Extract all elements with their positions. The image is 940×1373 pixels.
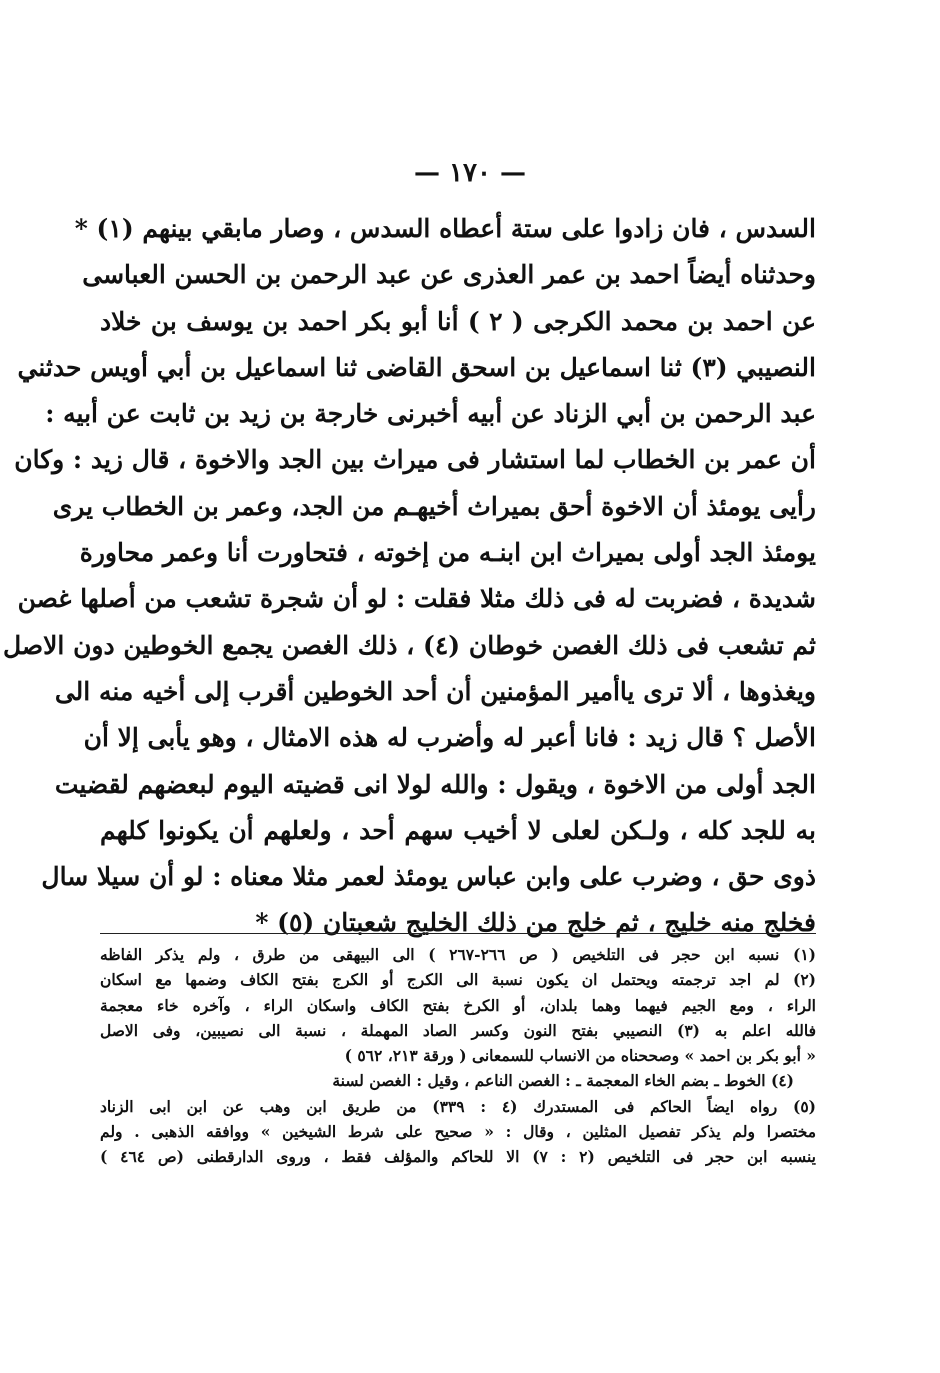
footnote-divider: [100, 933, 816, 934]
page-number: — ١٧٠ —: [413, 158, 527, 188]
main-text: [3, 206, 816, 947]
text-line: الجد أولى من الاخوة ، ويقول : والله لولا انى قضيته اليوم لبعضهم لقضيت: [54, 769, 816, 799]
footnote-line: « أبو بكر بن احمد » وصححناه من الانساب للسمعانى ( ورقة ٢١٣، ٥٦٢ ): [344, 1046, 816, 1066]
text-line: شديدة ، فضربت له فى ذلك مثلا فقلت : لو أن شجرة تشعب من أصلها غصن: [17, 584, 816, 614]
text-line: يومئذ الجد أولى بميراث ابن ابنـه من إخوته ، فتحاورت أنا وعمر محاورة: [79, 538, 816, 568]
footnote-line: (٥) رواه ايضاً الحاكم فى المستدرك (٤ : ٣٣٩) من طريق ابن وهب عن ابن ابى الزناد: [100, 1096, 817, 1116]
text-line: عن احمد بن محمد الكرجى ( ٢ ) أنا أبو بكر احمد بن يوسف بن خلاد: [100, 306, 816, 336]
footnote-line: (١) نسبه ابن حجر فى التلخيص ( ص ٢٦٦-٢٦٧ ) الى البيهقى من طرق ، ولم يذكر الفاظه: [100, 945, 816, 964]
text-line: الأصل ؟ قال زيد : فانا أعبر له وأضرب له هذه الامثال ، وهو يأبى إلا أن: [83, 723, 816, 753]
text-line: ذوى حق ، وضرب على وابن عباس يومئذ لعمر مثلا معناه : لو أن سيلا سال: [41, 862, 816, 892]
text-line: أن عمر بن الخطاب لما استشار فى ميراث بين الجد والاخوة ، قال زيد : وكان: [14, 445, 816, 475]
text-line: عبد الرحمن بن أبي الزناد عن أبيه أخبرنى خارجة بن زيد بن ثابت عن أبيه :: [45, 399, 816, 429]
text-line: وحدثناه أيضاً احمد بن عمر العذرى عن عبد الرحمن بن الحسن العباسى: [82, 260, 816, 290]
footnote-line: مختصرا ولم يذكر تفصيل المثلين ، وقال : « صحيح على شرط الشيخين » ووافقه الذهبى . ولم: [100, 1122, 816, 1142]
footnotes: [100, 942, 816, 1170]
text-line: رأيى يومئذ أن الاخوة أحق بميراث أخيهـم من الجد، وعمر بن الخطاب يرى: [52, 491, 816, 521]
footnote-line: (٢) لم اجد ترجمته ويحتمل ان يكون نسبة الى الكرج أو الكرج بفتح الكاف وضمها مع اسكان: [100, 970, 816, 990]
text-line: النصيبي (٣) ثنا اسماعيل بن اسحق القاضى ثنا اسماعيل بن أبي أويس حدثني: [17, 352, 816, 382]
text-line: ثم تشعب فى ذلك الغصن خوطان (٤) ، ذلك الغصن يجمع الخوطين دون الاصل: [3, 630, 816, 660]
text-line: ويغذوها ، ألا ترى ياأمير المؤمنين أن أحد الخوطين أقرب إلى أخيه منه الى: [54, 676, 816, 706]
text-line: السدس ، فان زادوا على ستة أعطاه السدس ، وصار مابقي بينهم (١) *: [74, 214, 816, 243]
text-line: فخلج منه خليج ، ثم خلج من ذلك الخليج شعبتان (٥) *: [255, 908, 816, 938]
footnote-line: الراء ، ومع الجيم فيهما وهما بلدان، أو الكرخ بفتح الكاف واسكان الراء ، وآخره خاء معجمة: [100, 995, 816, 1015]
text-line: به للجد كله ، ولـكن لعلى لا أخيب سهم أحد ، ولعلهم أن يكونوا كلهم: [100, 815, 816, 845]
footnote-line: فالله اعلم به (٣) النصيبي بفتح النون وكسر الصاد المهملة ، نسبة الى نصيبين، وفى الاصل: [100, 1020, 816, 1040]
footnote-line: (٤) الخوط ـ بضم الخاء المعجمة ـ : الغصن الناعم ، وقيل : الغصن لسنة: [332, 1071, 794, 1091]
footnote-line: ينسبه ابن حجر فى التلخيص (٢ : ٧) الا للحاكم والمؤلف فقط ، وروى الدارقطنى (ص ٤٦٤ ): [100, 1147, 816, 1167]
